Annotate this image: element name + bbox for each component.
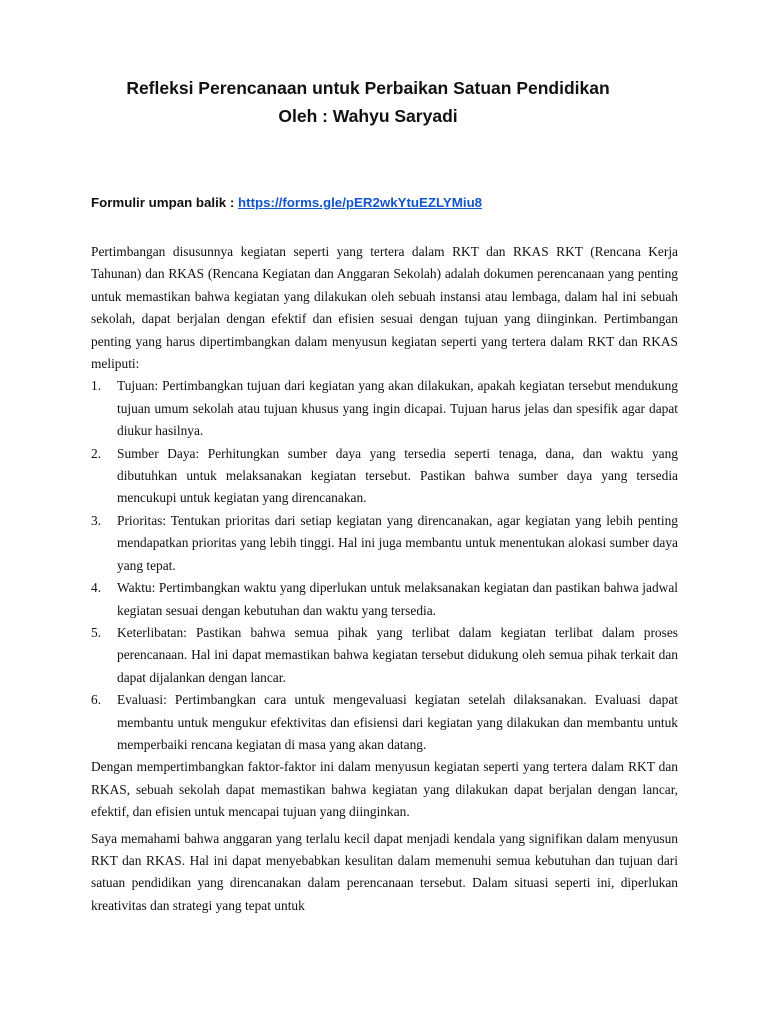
list-item-text: Evaluasi: Pertimbangkan cara untuk mengevaluasi kegiatan setelah dilaksanakan. Evaluasi dapat membantu untuk mengukur efektivitas dan efisiensi dari kegiatan yang dilakukan dan membantu untuk memperbaiki rencana kegiatan di masa yang akan datang. (117, 692, 678, 752)
considerations-list (91, 375, 678, 756)
list-item-number: 3. (91, 512, 102, 528)
list-item (91, 375, 678, 442)
list-item (91, 622, 678, 689)
feedback-label: Formulir umpan balik : (91, 195, 235, 210)
list-item-text: Waktu: Pertimbangkan waktu yang diperlukan untuk melaksanakan kegiatan dan pastikan bahwa jadwal kegiatan sesuai dengan kebutuhan dan waktu yang tersedia. (117, 580, 678, 618)
feedback-form-line (91, 194, 482, 212)
budget-paragraph: Saya memahami bahwa anggaran yang terlalu kecil dapat menjadi kendala yang signifikan dalam menyusun RKT dan RKAS. Hal ini dapat menyebabkan kesulitan dalam memenuhi semua kebutuhan dan tujuan dari satuan pendidikan yang direncanakan dalam perencanaan tersebut. Dalam situasi seperti ini, diperlukan kreativitas dan strategi yang tepat untuk (91, 830, 678, 913)
author-line: Oleh : Wahyu Saryadi (278, 106, 458, 126)
list-item-number: 4. (91, 580, 102, 596)
list-item (91, 689, 678, 756)
list-item-text: Prioritas: Tentukan prioritas dari setiap kegiatan yang direncanakan, agar kegiatan yang lebih penting mendapatkan prioritas yang lebih tinggi. Hal ini juga membantu untuk menentukan alokasi sumber daya yang tepat. (117, 512, 678, 573)
list-item (91, 443, 678, 510)
list-item (91, 577, 678, 622)
document-title: Refleksi Perencanaan untuk Perbaikan Satuan Pendidikan (126, 78, 610, 98)
list-item-number: 6. (91, 692, 102, 708)
conclusion-paragraph: Dengan mempertimbangkan faktor-faktor ini dalam menyusun kegiatan seperti yang tertera dalam RKT dan RKAS, sebuah sekolah dapat memastikan bahwa kegiatan yang dilakukan dapat berjalan dengan lancar, efektif, dan efisien untuk mencapai tujuan yang diinginkan. (91, 759, 678, 820)
feedback-form-link[interactable]: https://forms.gle/pER2wkYtuEZLYMiu8 (238, 195, 483, 210)
list-item-number: 5. (91, 624, 102, 640)
list-item-text: Tujuan: Pertimbangkan tujuan dari kegiatan yang akan dilakukan, apakah kegiatan tersebut mendukung tujuan umum sekolah atau tujuan khusus yang ingin dicapai. Tujuan harus jelas dan spesifik agar dapat diukur hasilnya. (117, 378, 678, 439)
document-header (60, 74, 708, 130)
list-item (91, 510, 678, 577)
list-item-number: 2. (91, 445, 102, 461)
list-item-text: Keterlibatan: Pastikan bahwa semua pihak yang terlibat dalam kegiatan terlibat dalam proses perencanaan. Hal ini dapat memastikan bahwa kegiatan tersebut didukung oleh semua pihak terkait dan dapat dijalankan dengan lancar. (117, 624, 678, 685)
document-body (91, 241, 678, 917)
list-item-text: Sumber Daya: Perhitungkan sumber daya yang tersedia seperti tenaga, dana, dan waktu yang dibutuhkan untuk melaksanakan kegiatan tersebut. Pastikan bahwa sumber daya yang tersedia mencukupi untuk kegiatan yang direncanakan. (117, 445, 678, 506)
intro-paragraph: Pertimbangan disusunnya kegiatan seperti yang tertera dalam RKT dan RKAS RKT (Rencana Kerja Tahunan) dan RKAS (Rencana Kegiatan dan Anggaran Sekolah) adalah dokumen perencanaan yang penting untuk memastikan bahwa kegiatan yang dilakukan oleh sebuah instansi atau lembaga, dalam hal ini sebuah sekolah, dapat berjalan dengan efektif dan efisien sesuai dengan tujuan yang diinginkan. Pertimbangan penting yang harus dipertimbangkan dalam menyusun kegiatan seperti yang tertera dalam RKT dan RKAS meliputi: (91, 244, 678, 372)
list-item-number: 1. (91, 378, 102, 394)
